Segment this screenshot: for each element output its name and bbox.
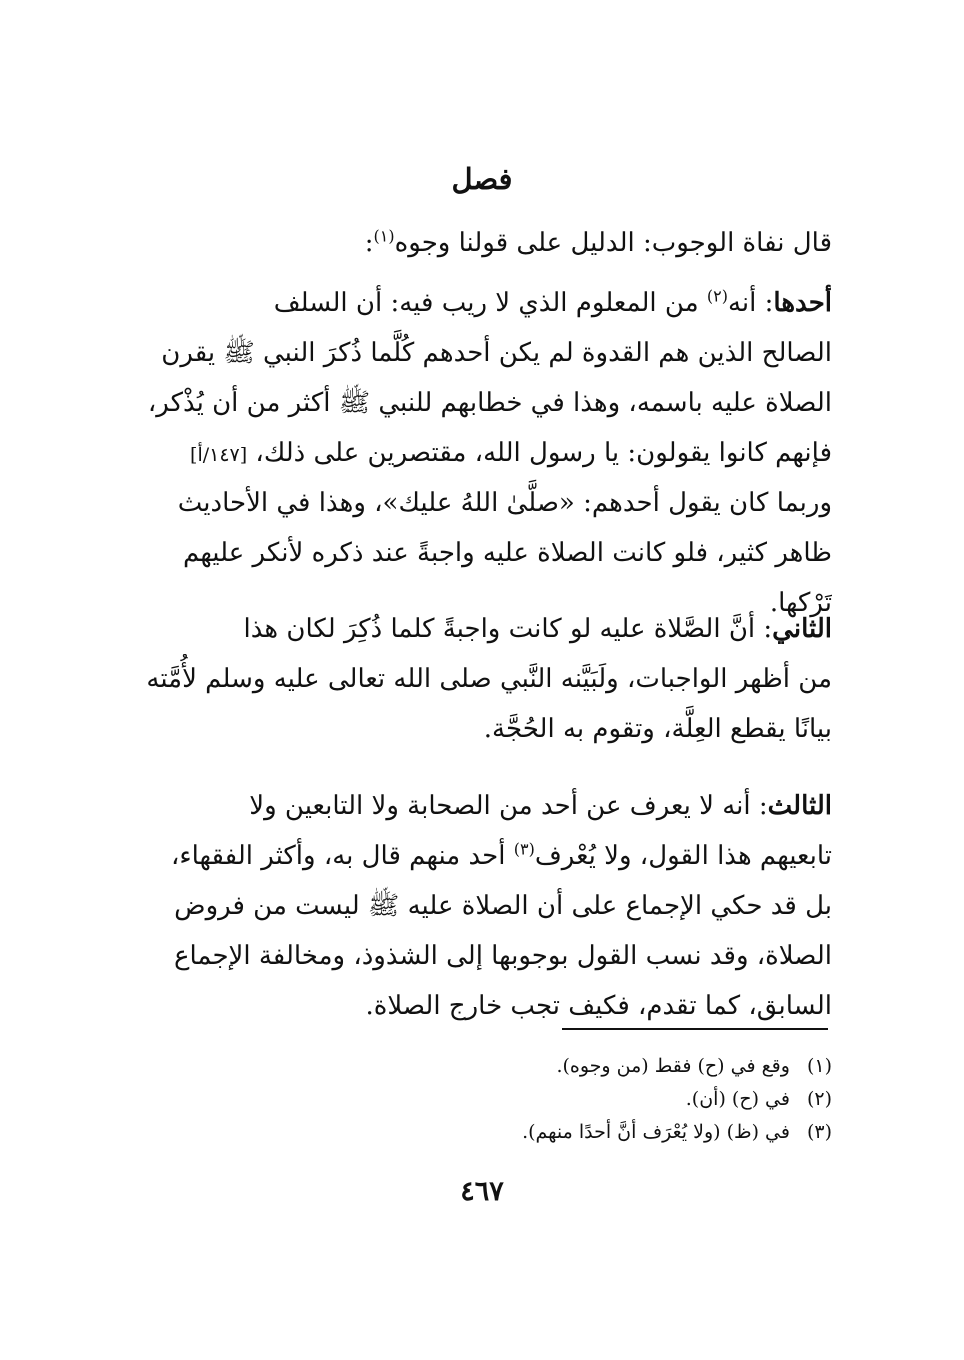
- footnote: [134, 1116, 832, 1149]
- text-span: : أنه: [727, 288, 774, 318]
- paragraph-first: [134, 278, 832, 628]
- page-number: ٤٦٧: [460, 1176, 504, 1207]
- footnote: [134, 1083, 832, 1116]
- text-line: بل قد حكي الإجماع على أن الصلاة عليه ﷺ ليست من فروض: [174, 891, 832, 921]
- text-line: ظاهر كثير، فلو كانت الصلاة عليه واجبةً عند ذكره لأنكر عليهم: [183, 538, 832, 568]
- footnote-ref-1[interactable]: (١): [373, 226, 395, 246]
- text-line: الصالح الذين هم القدوة لم يكن أحدهم كُلَّما ذُكرَ النبي ﷺ يقرن: [161, 338, 832, 368]
- text-line: الصلاة، وقد نسب القول بوجوبها إلى الشذوذ، ومخالفة الإجماع: [174, 941, 832, 971]
- footnotes: [134, 1050, 832, 1149]
- footnote-text: وقع في (ح) فقط (من وجوه).: [556, 1055, 790, 1077]
- paragraph-lead: الثاني: [772, 614, 832, 644]
- text-line: [134, 831, 832, 881]
- footnote-divider: [562, 1028, 828, 1030]
- text-line: وربما كان يقول أحدهم: «صلَّىٰ اللهُ عليك»، وهذا في الأحاديث: [177, 488, 832, 518]
- footnote: [134, 1050, 832, 1083]
- text-span: تابعيهم هذا القول، ولا يُعْرف: [534, 841, 832, 871]
- text-line: بيانًا يقطع العِلَّة، وتقوم به الحُجَّة.: [483, 714, 832, 744]
- footnote-text: في (ح) (أن).: [685, 1088, 790, 1110]
- paragraph-third: [134, 781, 832, 1031]
- text-span: أحد منهم قال به، وأكثر الفقهاء،: [170, 841, 514, 871]
- footnote-text: في (ظ) (ولا يُعْرَف أنَّ أحدًا منهم).: [522, 1121, 790, 1143]
- text-line: تَرْكها.: [769, 588, 832, 618]
- text-line: [134, 218, 832, 268]
- paragraph-second: [134, 604, 832, 754]
- text-line: من أظهر الواجبات، ولَبَيَّنه النَّبي صلى الله تعالى عليه وسلم لأُمَّته: [146, 664, 832, 694]
- footnote-ref-2[interactable]: (٢): [706, 286, 728, 306]
- text-line: [134, 428, 832, 478]
- text-span: : أنَّ الصَّلاة عليه لو كانت واجبةً كلما ذُكِرَ لكان هذا: [243, 614, 773, 644]
- footnote-ref-3[interactable]: (٣): [513, 839, 535, 859]
- section-heading: فصل: [451, 162, 513, 196]
- text-line: الصلاة عليه باسمه، وهذا في خطابهم للنبي ﷺ أكثر من أن يُذْكر،: [147, 388, 832, 418]
- text-span: من المعلوم الذي لا ريب فيه: أن السلف: [273, 288, 707, 318]
- text-line: [134, 781, 832, 831]
- paragraph-lead: أحدها: [773, 288, 832, 318]
- footnote-number: (٣): [806, 1121, 832, 1143]
- text-line: [134, 278, 832, 328]
- text-span: فإنهم كانوا يقولون: يا رسول الله، مقتصرين على ذلك،: [247, 438, 832, 468]
- footnote-number: (١): [806, 1055, 832, 1077]
- intro-colon: :: [364, 228, 374, 258]
- text-line: السابق، كما تقدم، فكيف تجب خارج الصلاة.: [365, 991, 832, 1021]
- text-span: : أنه لا يعرف عن أحد من الصحابة ولا التابعين ولا: [249, 791, 768, 821]
- intro-line: [134, 218, 832, 268]
- footnote-number: (٢): [806, 1088, 832, 1110]
- paragraph-lead: الثالث: [767, 791, 832, 821]
- intro-text: قال نفاة الوجوب: الدليل على قولنا وجوه: [394, 228, 832, 258]
- manuscript-folio-marker: [١٤٧/أ]: [190, 444, 248, 466]
- text-line: [134, 604, 832, 654]
